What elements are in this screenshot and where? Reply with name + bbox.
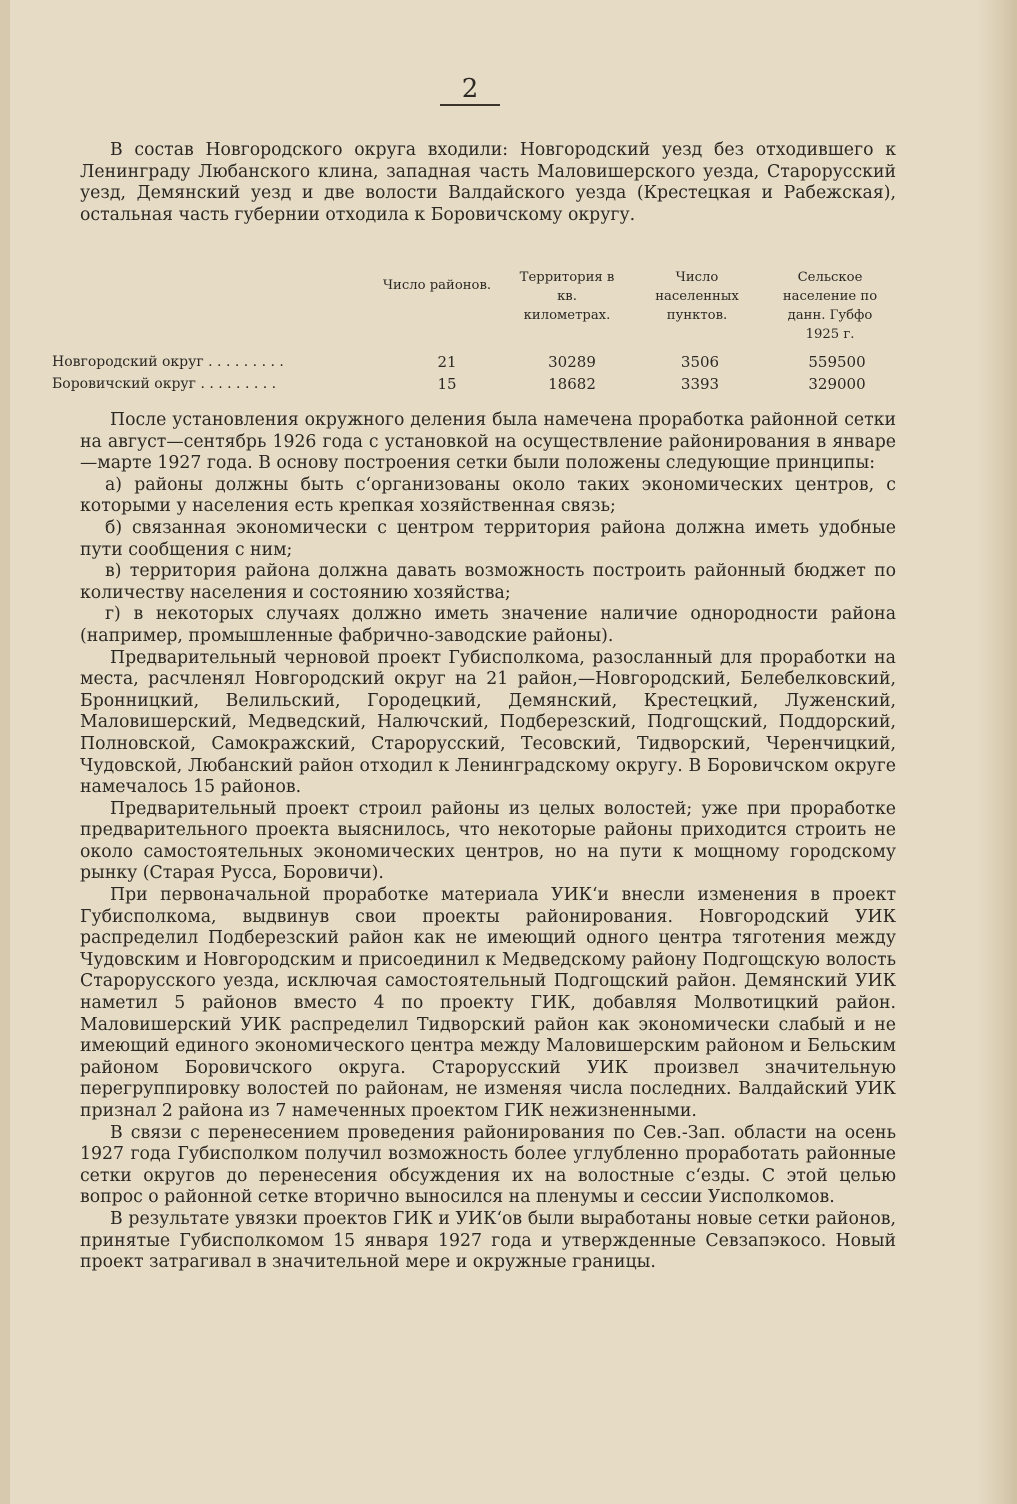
row-population: 329000 [808, 375, 866, 393]
table-header-population: Сельское население по данн. Губфо 1925 г. [782, 270, 878, 342]
principle-b: б) связанная экономически с центром территория района должна иметь удобные пути сообщения с ним; [80, 517, 896, 560]
table-row [52, 375, 892, 397]
paragraph: При первоначальной проработке материала УИКʻи внесли изменения в проект Губисполкома, выдвинув свои проекты районирования. Новгородский УИК распределил Подберезский район как не имеющий одного центра тяготения между Чудовским и Новгородским и присоединил к Медведскому району Подгощскую волость Старорусского уезда, исключая самостоятельный Подгощский район. Демянский УИК наметил 5 районов вместо 4 по проекту ГИК, добавляя Молвотицкий район. Маловишерский УИК распределил Тидворский район как экономически слабый и не имеющий единого экономического центра между Маловишерским районом и Бельским районом Боровичского округа. Старорусский УИК произвел значительную перегруппировку волостей по районам, не изменяя числа последних. Валдайский УИК признал 2 района из 7 намеченных проектом ГИК нежизненными. [80, 885, 896, 1121]
row-population: 559500 [808, 353, 866, 371]
paragraph: В результате увязки проектов ГИК и УИКʻов были выработаны новые сетки районов, принятые Губисполкомом 15 января 1927 года и утвержденные Севзапэкосо. Новый проект затрагивал в значительной мере и окружные границы. [80, 1208, 896, 1273]
table-header-districts: Число районов. [382, 278, 492, 293]
page-edge-right [977, 0, 1017, 1504]
paragraph: После установления окружного деления была намечена проработка районной сетки на август—сентябрь 1926 года с установкой на осуществление районирования в январе—марте 1927 года. В основу построения сетки были положены следующие принципы: [80, 410, 896, 474]
body-text [80, 410, 896, 1274]
table-row [52, 353, 892, 375]
row-territory: 18682 [548, 375, 596, 393]
row-territory: 30289 [548, 353, 596, 371]
row-settlements: 3506 [680, 353, 720, 371]
table-header-territory: Территория в кв. километрах. [519, 270, 615, 323]
intro-paragraph: В состав Новгородского округа входили: Новгородский уезд без отходившего к Ленинграду Любанского клина, западная часть Маловишерского уезда, Старорусский уезд, Демянский уезд и две волости Валдайского уезда (Крестецкая и Рабежская), остальная часть губернии отходила к Боровичскому округу. [80, 140, 896, 225]
row-name: Боровичский округ . . . . . . . . . [52, 376, 277, 392]
row-name: Новгородский округ . . . . . . . . . [52, 354, 284, 370]
row-districts: 15 [437, 375, 457, 393]
page-number-underline [440, 104, 500, 106]
intro-block [80, 140, 896, 226]
principle-a: а) районы должны быть сʻорганизованы около таких экономических центров, с которыми у населения есть крепкая хозяйственная связь; [80, 474, 896, 517]
page-edge-left [0, 0, 10, 1504]
principle-d: г) в некоторых случаях должно иметь значение наличие однородности района (например, промышленные фабрично-заводские районы). [80, 604, 896, 646]
row-settlements: 3393 [680, 375, 720, 393]
principle-c: в) территория района должна давать возможность построить районный бюджет по количеству населения и состоянию хозяйства; [80, 561, 896, 603]
table-header-settlements: Число населенных пунктов. [655, 270, 739, 323]
page-number: 2 [461, 74, 479, 104]
paragraph: Предварительный проект строил районы из целых волостей; уже при проработке предварительного проекта выяснилось, что некоторые районы приходится строить не около самостоятельных экономических центров, но на пути к мощному городскому рынку (Старая Русса, Боровичи). [80, 798, 896, 884]
paragraph: Предварительный черновой проект Губисполкома, разосланный для проработки на места, расчленял Новгородский округ на 21 район,—Новгородский, Белебелковский, Бронницкий, Велильский, Городецкий, Демянский, Крестецкий, Луженский, Маловишерский, Медведский, Налючский, Подберезский, Подгощский, Поддорский, Полновской, Самокражский, Старорусский, Тесовский, Тидворский, Черенчицкий, Чудовской, Любанский район отходил к Ленинградскому округу. В Боровичском округе намечалось 15 районов. [80, 647, 896, 798]
row-districts: 21 [437, 353, 457, 371]
paragraph: В связи с перенесением проведения районирования по Сев.-Зап. области на осень 1927 года Губисполком получил возможность более углубленно проработать районные сетки округов до перенесения обсуждения их на волостные сʻезды. С этой целью вопрос о районной сетке вторично выносился на пленумы и сессии Уисполкомов. [80, 1122, 896, 1208]
